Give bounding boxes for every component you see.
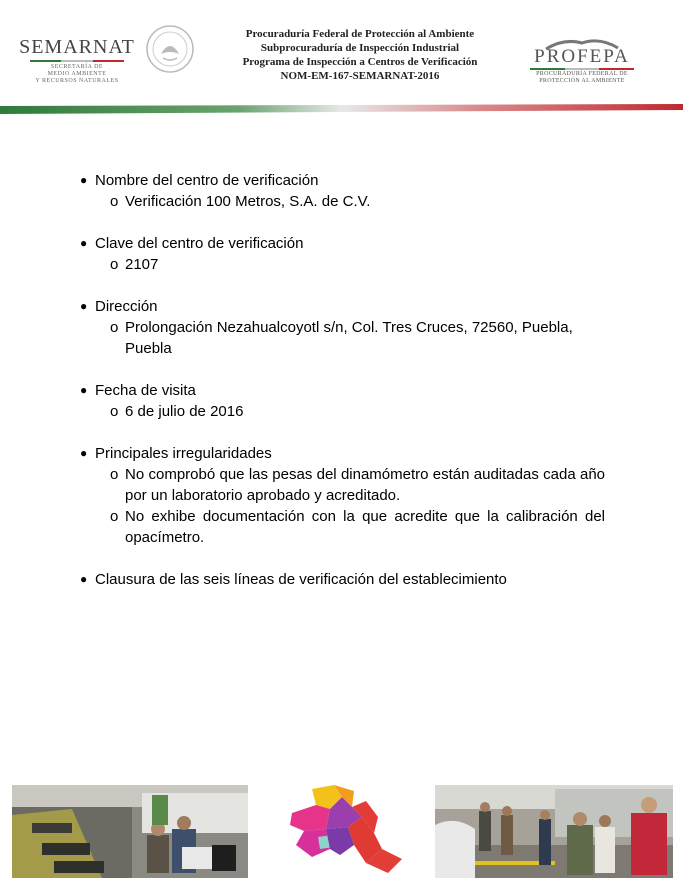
bullet: ● bbox=[80, 236, 88, 250]
sub-bullet: o bbox=[110, 319, 119, 336]
list-item-irregularities bbox=[80, 443, 605, 548]
puebla-map-icon bbox=[282, 783, 406, 880]
sub-bullet: o bbox=[110, 256, 119, 273]
profepa-logo-subtitle: PROCURADURÍA FEDERAL DE PROTECCIÓN AL AMBIENTE bbox=[536, 71, 628, 84]
sub-item-text: Verificación 100 Metros, S.A. de C.V. bbox=[125, 193, 371, 210]
photo-inspectors bbox=[435, 785, 673, 878]
profepa-logo-name: PROFEPA bbox=[534, 46, 630, 67]
document-body bbox=[80, 170, 605, 611]
sub-bullet: o bbox=[110, 193, 119, 210]
item-label: Nombre del centro de verificación bbox=[95, 172, 319, 189]
sub-item bbox=[95, 506, 605, 548]
item-label: Clave del centro de verificación bbox=[95, 235, 304, 252]
sub-item bbox=[95, 317, 605, 359]
semarnat-logo-name: SEMARNAT bbox=[19, 36, 135, 58]
photo-inspection-bay bbox=[12, 785, 248, 878]
header-line-4: NOM-EM-167-SEMARNAT-2016 bbox=[280, 70, 440, 82]
header-line-2: Subprocuraduría de Inspección Industrial bbox=[260, 42, 460, 54]
header-line-3: Programa de Inspección a Centros de Verificación bbox=[242, 56, 478, 68]
list-item-key bbox=[80, 233, 605, 275]
mexico-seal-icon bbox=[145, 24, 195, 74]
sub-item-text: 2107 bbox=[125, 256, 159, 273]
sub-item-text: No exhibe documentación con la que acredite que la calibración del opacímetro. bbox=[125, 508, 605, 546]
semarnat-logo-subtitle: SECRETARÍA DE MEDIO AMBIENTE Y RECURSOS NATURALES bbox=[35, 64, 119, 84]
semarnat-logo bbox=[18, 30, 136, 90]
bullet: ● bbox=[80, 299, 88, 313]
sub-item-text: No comprobó que las pesas del dinamómetro están auditadas cada año por un laboratorio aprobado y acreditado. bbox=[125, 466, 605, 504]
sub-item-text: Prolongación Nezahualcoyotl s/n, Col. Tres Cruces, 72560, Puebla, Puebla bbox=[125, 319, 573, 357]
bullet: ● bbox=[80, 383, 88, 397]
bullet: ● bbox=[80, 173, 88, 187]
bullet: ● bbox=[80, 446, 88, 460]
item-label: Clausura de las seis líneas de verificación del establecimiento bbox=[95, 571, 507, 588]
sub-bullet: o bbox=[110, 508, 119, 525]
bullet: ● bbox=[80, 572, 88, 586]
header-line-1: Procuraduría Federal de Protección al Ambiente bbox=[245, 28, 475, 40]
list-item-address bbox=[80, 296, 605, 359]
sub-bullet: o bbox=[110, 403, 119, 420]
sub-item bbox=[95, 464, 605, 506]
sub-item-text: 6 de julio de 2016 bbox=[125, 403, 244, 420]
sub-item bbox=[95, 401, 605, 422]
list-item-visit-date bbox=[80, 380, 605, 422]
profepa-logo bbox=[522, 36, 642, 96]
list-item-closure bbox=[80, 569, 605, 590]
list-item-name bbox=[80, 170, 605, 212]
item-label: Fecha de visita bbox=[95, 382, 196, 399]
item-label: Dirección bbox=[95, 298, 158, 315]
header-title-block bbox=[200, 27, 520, 83]
header-tricolor-band bbox=[0, 100, 683, 118]
sub-item bbox=[95, 191, 605, 212]
sub-bullet: o bbox=[110, 466, 119, 483]
sub-item bbox=[95, 254, 605, 275]
page-header bbox=[0, 0, 683, 118]
item-label: Principales irregularidades bbox=[95, 445, 272, 462]
semarnat-underline bbox=[30, 60, 124, 63]
